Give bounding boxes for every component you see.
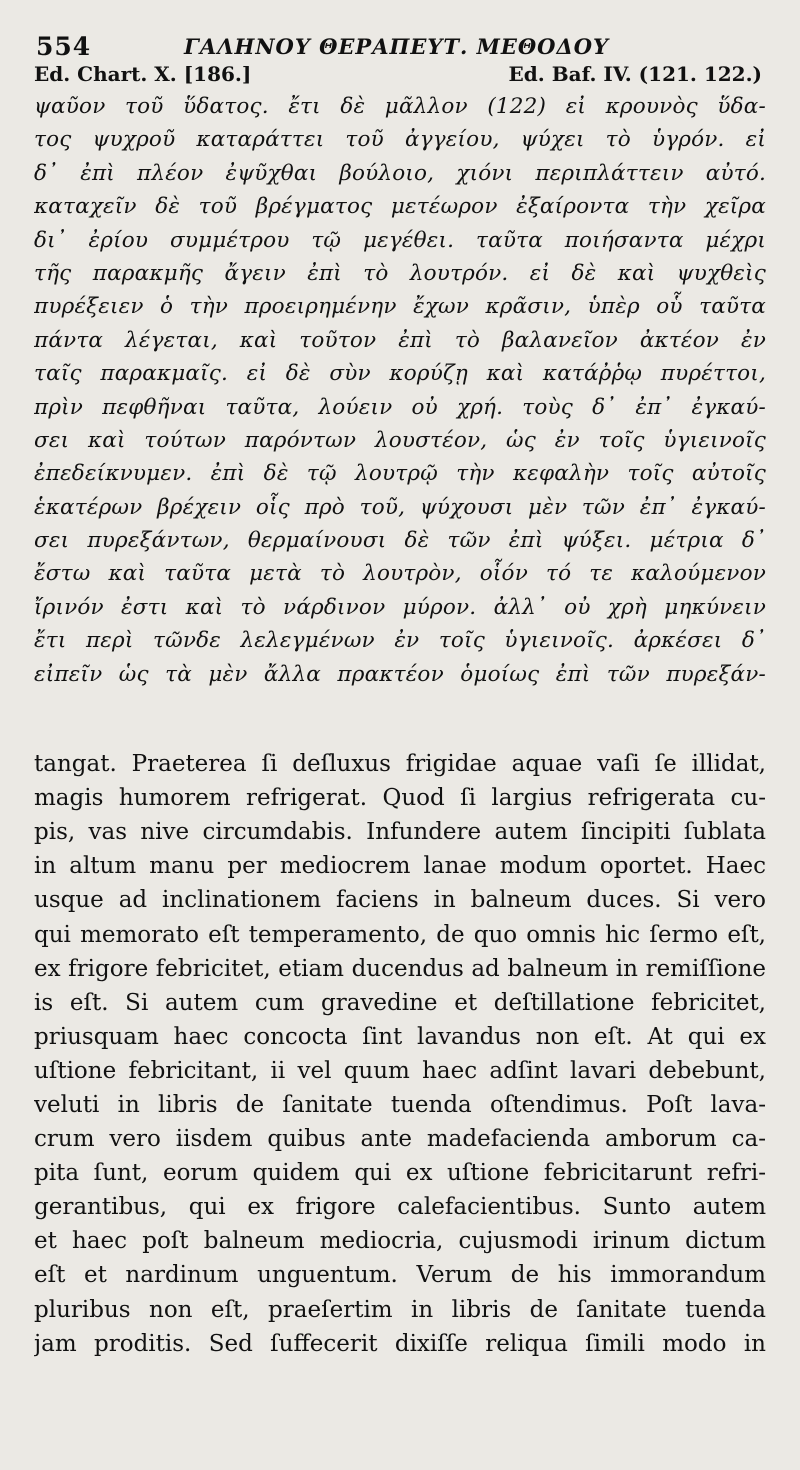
- latin-line: et haec poſt balneum mediocria, cujusmodi irinum dictum: [34, 1228, 766, 1255]
- greek-line: τῆς παρακμῆς ἄγειν ἐπὶ τὸ λουτρόν. εἰ δὲ καὶ ψυχθεὶς: [34, 260, 766, 286]
- latin-line: priusquam haec concocta ſint lavandus non eſt. At qui ex: [34, 1023, 766, 1050]
- latin-line: jam proditis. Sed ſuffecerit dixiſſe reliqua ſimili modo in: [34, 1330, 766, 1357]
- latin-line: qui memorato eſt temperamento, de quo omnis hic ſermo eſt,: [34, 921, 766, 948]
- greek-line: ἔτι περὶ τῶνδε λελεγμένων ἐν τοῖς ὑγιεινοῖς. ἀρκέσει δ᾿: [34, 628, 766, 654]
- edition-chart-reference: Ed. Chart. X. [186.]: [34, 62, 252, 86]
- latin-line: in altum manu per mediocrem lanae modum oportet. Haec: [34, 853, 766, 880]
- edition-basel-reference: Ed. Baf. IV. (121. 122.): [508, 62, 762, 86]
- latin-line: uſtione febricitant, ii vel quum haec adſint lavari debebunt,: [34, 1057, 766, 1084]
- running-title: ΓΑΛΗΝΟΥ ΘΕΡΑΠΕΥΤ. ΜΕΘΟΔΟΥ: [184, 34, 610, 59]
- greek-text-block: [34, 90, 766, 691]
- greek-line: ἑκατέρων βρέχειν οἷς πρὸ τοῦ, ψύχουσι μὲν τῶν ἐπ᾿ ἐγκαύ-: [34, 494, 766, 520]
- latin-line: magis humorem refrigerat. Quod ſi largius refrigerata cu-: [34, 785, 766, 812]
- greek-line: εἰπεῖν ὡς τὰ μὲν ἄλλα πρακτέον ὁμοίως ἐπὶ τῶν πυρεξάν-: [34, 661, 766, 687]
- greek-line: σει πυρεξάντων, θερμαίνουσι δὲ τῶν ἐπὶ ψύξει. μέτρια δ᾿: [34, 528, 766, 554]
- greek-line: δ᾿ ἐπὶ πλέον ἐψῦχθαι βούλοιο, χιόνι περιπλάττειν αὐτό.: [34, 160, 766, 186]
- page-number: 554: [36, 32, 92, 61]
- latin-line: crum vero iisdem quibus ante madefacienda amborum ca-: [34, 1126, 766, 1153]
- latin-line: tangat. Praeterea ſi deſluxus frigidae aquae vaſi ſe illidat,: [34, 751, 766, 778]
- greek-line: ἴρινόν ἐστι καὶ τὸ νάρδινον μύρον. ἀλλ᾿ οὐ χρὴ μηκύνειν: [34, 594, 766, 620]
- greek-line: ψαῦον τοῦ ὕδατος. ἔτι δὲ μᾶλλον (122) εἰ κρουνὸς ὕδα-: [34, 94, 766, 119]
- greek-line: πάντα λέγεται, καὶ τοῦτον ἐπὶ τὸ βαλανεῖον ἀκτέον ἐν: [34, 327, 766, 353]
- running-head: [34, 28, 766, 62]
- latin-line: is eſt. Si autem cum gravedine et deſtillatione febricitet,: [34, 989, 766, 1016]
- latin-line: pita ſunt, eorum quidem qui ex uſtione febricitarunt refri-: [34, 1160, 766, 1187]
- greek-line: πρὶν πεφθῆναι ταῦτα, λούειν οὐ χρή. τοὺς δ᾿ ἐπ᾿ ἐγκαύ-: [34, 394, 766, 420]
- greek-line: ἐπεδείκνυμεν. ἐπὶ δὲ τῷ λουτρῷ τὴν κεφαλὴν τοῖς αὐτοῖς: [34, 461, 766, 487]
- greek-line: τος ψυχροῦ καταράττει τοῦ ἀγγείου, ψύχει τὸ ὑγρόν. εἰ: [34, 127, 766, 153]
- greek-line: δι᾿ ἐρίου συμμέτρου τῷ μεγέθει. ταῦτα ποιήσαντα μέχρι: [34, 227, 766, 253]
- latin-text-block: [34, 747, 766, 1361]
- greek-line: ἔστω καὶ ταῦτα μετὰ τὸ λουτρὸν, οἷόν τό τε καλούμενον: [34, 561, 766, 587]
- latin-line: gerantibus, qui ex frigore calefacientibus. Sunto autem: [34, 1194, 766, 1221]
- latin-line: veluti in libris de ſanitate tuenda oſtendimus. Poſt lava-: [34, 1091, 766, 1118]
- latin-line: pluribus non eſt, praeſertim in libris de ſanitate tuenda: [34, 1296, 766, 1323]
- latin-line: eſt et nardinum unguentum. Verum de his immorandum: [34, 1262, 766, 1289]
- greek-line: σει καὶ τούτων παρόντων λουστέον, ὡς ἐν τοῖς ὑγιεινοῖς: [34, 427, 766, 453]
- greek-line: καταχεῖν δὲ τοῦ βρέγματος μετέωρον ἐξαίροντα τὴν χεῖρα: [34, 194, 766, 220]
- latin-line: usque ad inclinationem faciens in balneum duces. Si vero: [34, 887, 766, 914]
- greek-line: ταῖς παρακμαῖς. εἰ δὲ σὺν κορύζῃ καὶ κατάῤῥῳ πυρέττοι,: [34, 361, 766, 387]
- edition-reference-line: [34, 62, 766, 90]
- greek-line: πυρέξειεν ὁ τὴν προειρημένην ἔχων κρᾶσιν, ὑπὲρ οὗ ταῦτα: [34, 294, 766, 320]
- latin-line: pis, vas nive circumdabis. Infundere autem ſincipiti ſublata: [34, 819, 766, 846]
- latin-line: ex frigore febricitet, etiam ducendus ad balneum in remiſſione: [34, 955, 766, 982]
